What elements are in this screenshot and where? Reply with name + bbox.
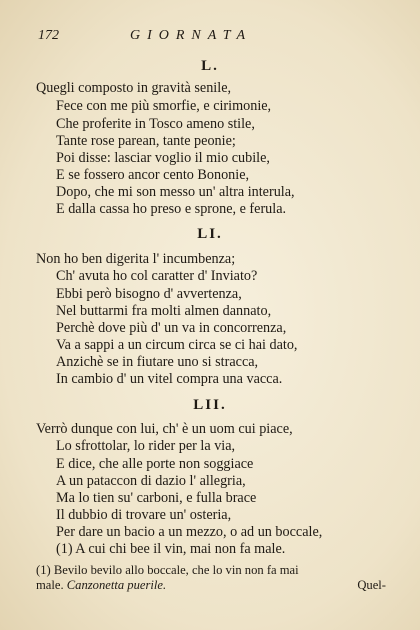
footnote <box>36 563 386 593</box>
verse-line: A un pataccon di dazio l' allegria, <box>56 473 246 489</box>
verse-line: E dalla cassa ho preso e sprone, e ferula. <box>56 201 287 217</box>
catchword: Quel- <box>357 578 386 592</box>
verse-line: Va a sappi a un circum circa se ci hai dato, <box>56 337 298 353</box>
footnote-line <box>36 578 386 593</box>
footnote-source: Canzonetta puerile. <box>66 578 167 592</box>
verse-line: E dice, che alle porte non soggiace <box>56 456 254 472</box>
verse-line: Poi disse: lasciar voglio il mio cubile, <box>56 150 270 166</box>
stanza-number: LI. <box>197 226 223 242</box>
footnote-text: male. <box>36 578 64 592</box>
verse-line: Non ho ben digerita l' incumbenza; <box>36 251 236 267</box>
verse-line: Ch' avuta ho col caratter d' Inviato? <box>56 268 258 284</box>
verse-line: Verrò dunque con lui, ch' è un uom cui piace, <box>36 421 293 437</box>
verse-line: Ma lo tien su' carboni, e fulla brace <box>56 490 257 506</box>
stanza-number: L. <box>201 58 219 74</box>
verse-line: Tante rose parean, tante peonie; <box>56 133 236 149</box>
footnote-line: (1) Bevilo bevilo allo boccale, che lo vin non fa mai <box>36 563 299 577</box>
verse-line: Dopo, che mi son messo un' altra interula, <box>56 184 295 200</box>
verse-line: (1) A cui chi bee il vin, mai non fa male. <box>56 541 286 557</box>
running-head: GIORNATA <box>130 28 253 43</box>
verse-line: Quegli composto in gravità senile, <box>36 80 232 96</box>
verse-line: Anzichè se in fiutare uno si stracca, <box>56 354 259 370</box>
verse-line: Che proferite in Tosco ameno stile, <box>56 116 255 132</box>
verse-line: In cambio d' un vitel compra una vacca. <box>56 371 283 387</box>
page-header <box>0 28 420 48</box>
verse-line: Lo sfrottolar, lo rider per la via, <box>56 438 236 454</box>
verse-line: Fece con me più smorfie, e cirimonie, <box>56 98 272 114</box>
verse-line: E se fossero ancor cento Bononie, <box>56 167 250 183</box>
verse-line: Ebbi però bisogno d' avvertenza, <box>56 286 242 302</box>
verse-line: Il dubbio di trovare un' osteria, <box>56 507 232 523</box>
page-number: 172 <box>38 28 59 43</box>
verse-line: Perchè dove più d' un va in concorrenza, <box>56 320 287 336</box>
verse-line: Per dare un bacio a un mezzo, o ad un boccale, <box>56 524 323 540</box>
stanza-number: LII. <box>193 397 227 413</box>
verse-line: Nel buttarmi fra molti almen dannato, <box>56 303 272 319</box>
